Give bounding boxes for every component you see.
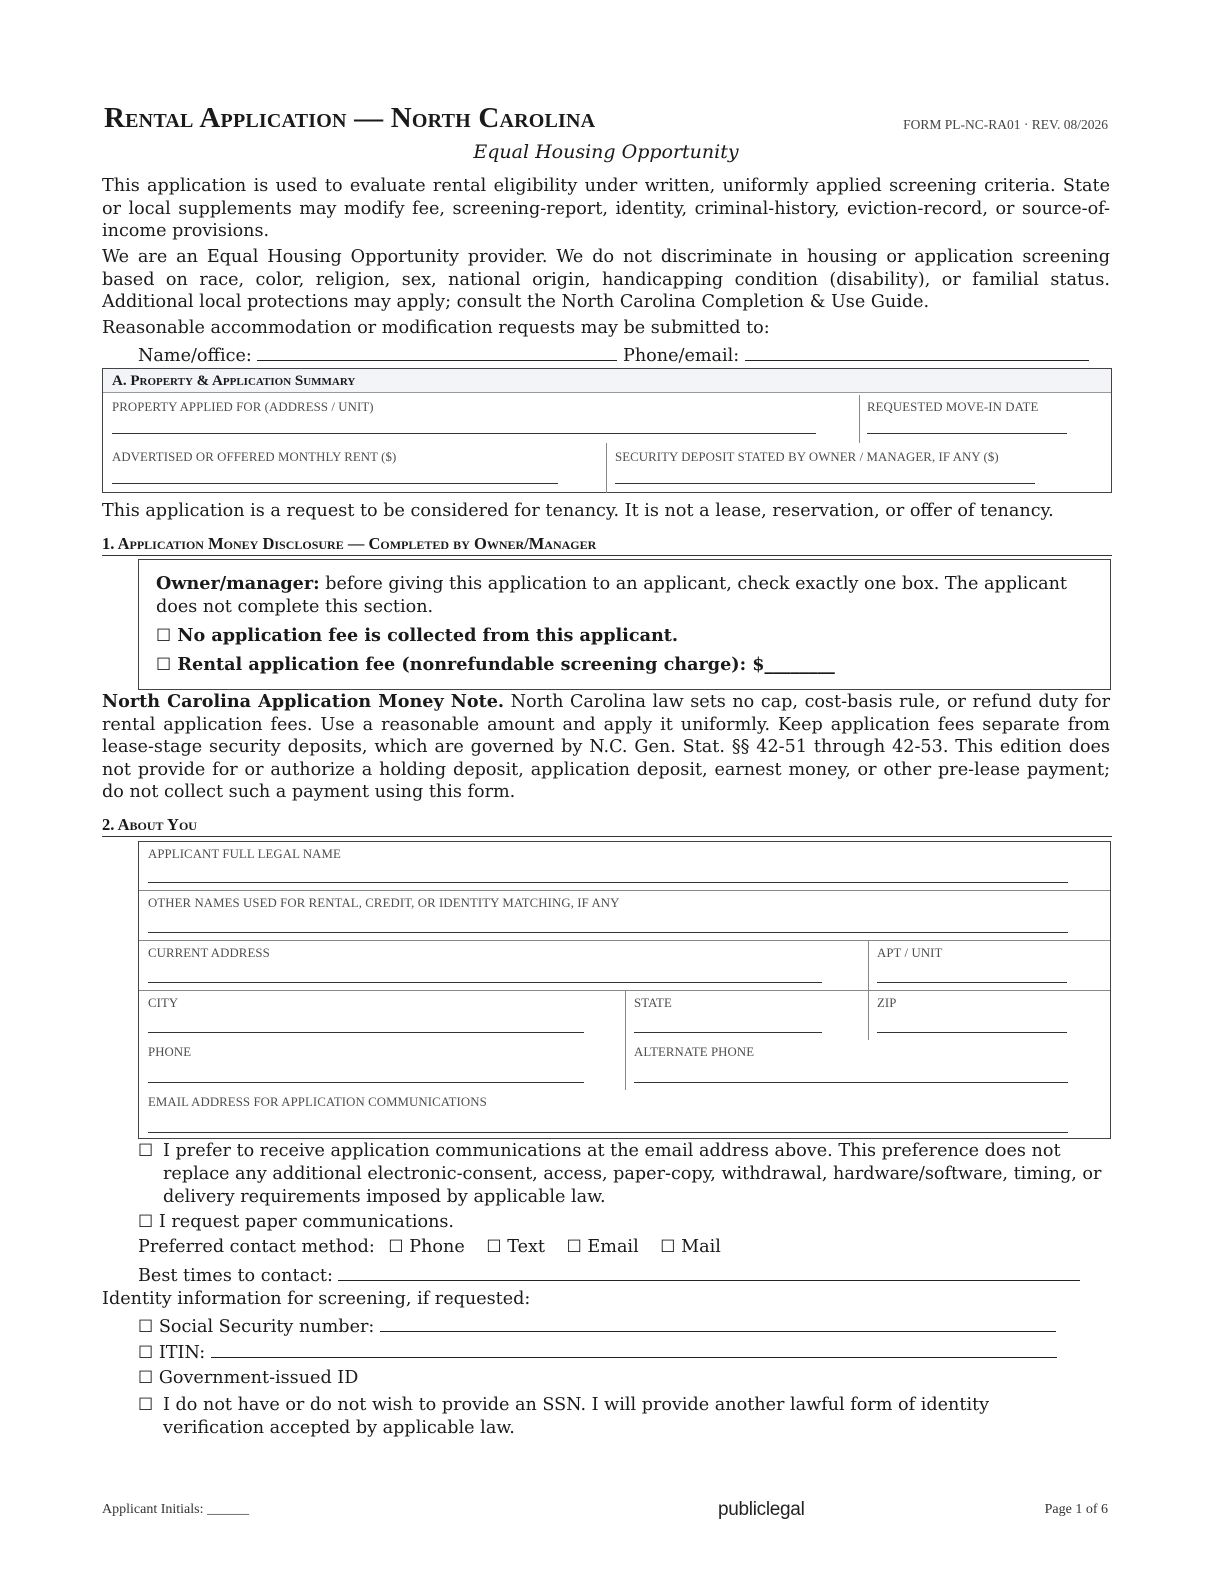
rent-label: ADVERTISED OR OFFERED MONTHLY RENT ($) <box>112 450 397 464</box>
gov-id-checkbox[interactable]: ☐ <box>138 1368 154 1388</box>
contact-phone-checkbox[interactable]: ☐ <box>388 1237 404 1257</box>
zip-field[interactable] <box>877 1032 1067 1033</box>
intro-paragraph-1: This application is used to evaluate rental eligibility under written, uniformly applied screening criteria. State or local supplements may modify fee, screening-report, identity, criminal-history, eviction-record, or source-of-income provisions. <box>102 176 1110 241</box>
itin-field[interactable] <box>211 1340 1057 1358</box>
contact-email-checkbox[interactable]: ☐ <box>566 1237 582 1257</box>
contact-text-checkbox[interactable]: ☐ <box>486 1237 502 1257</box>
owner-instructions <box>156 572 1093 619</box>
alt-phone-label: ALTERNATE PHONE <box>634 1045 755 1059</box>
no-fee-checkbox[interactable]: ☐ <box>156 626 172 646</box>
current-address-label: CURRENT ADDRESS <box>148 946 270 960</box>
itin-checkbox[interactable]: ☐ <box>138 1343 154 1363</box>
nc-money-note-title: North Carolina Application Money Note. <box>102 691 505 712</box>
property-summary-box <box>102 368 1112 493</box>
application-money-box <box>138 559 1111 690</box>
nc-money-note-text: North Carolina law sets no cap, cost-basis rule, or refund duty for rental application fees. Use a reasonable amount and apply it uniformly. Keep application fees separate from lease-stage security deposits, which are governed by N.C. Gen. Stat. §§ 42-51 through 42-53. This edition does not provide for or authorize a holding deposit, application deposit, earnest money, or other pre-lease payment; do not collect such a payment using this form. <box>102 692 1110 802</box>
current-address-field[interactable] <box>148 982 822 983</box>
fee-option <box>156 653 1093 677</box>
state-label: STATE <box>634 996 672 1010</box>
section-a-heading: A. Property & Application Summary <box>103 369 1111 393</box>
name-office-field[interactable] <box>257 343 617 361</box>
email-label: EMAIL ADDRESS FOR APPLICATION COMMUNICATIONS <box>148 1095 487 1109</box>
fee-checkbox[interactable]: ☐ <box>156 655 172 675</box>
not-lease-note: This application is a request to be considered for tenancy. It is not a lease, reservation, or offer of tenancy. <box>102 501 1054 521</box>
nc-money-note <box>102 691 1110 804</box>
email-preference-text: I prefer to receive application communications at the email address above. This preference does not replace any additional electronic-consent, access, paper-copy, withdrawal, hardware/software, timing, or delivery requirements imposed by applicable law. <box>163 1141 1102 1207</box>
applicant-initials: Applicant Initials: ______ <box>102 1502 249 1517</box>
paper-preference <box>138 1211 454 1233</box>
owner-instructions-label: Owner/manager: <box>156 573 320 594</box>
page-title: Rental Application — North Carolina <box>104 102 596 134</box>
section-1-heading: 1. Application Money Disclosure — Completed by Owner/Manager <box>102 534 1112 556</box>
intro-paragraph-2: We are an Equal Housing Opportunity provider. We do not discriminate in housing or application screening based on race, color, religion, sex, national origin, handicapping condition (disability), or familial status. Additional local protections may apply; consult the North Carolina Completion & Use Guide. <box>102 247 1110 312</box>
state-field[interactable] <box>634 1032 822 1033</box>
contact-method-row <box>138 1236 721 1258</box>
contact-method-label: Preferred contact method: <box>138 1237 375 1257</box>
other-names-label: OTHER NAMES USED FOR RENTAL, CREDIT, OR IDENTITY MATCHING, IF ANY <box>148 896 620 910</box>
gov-id-label: Government-issued ID <box>158 1368 359 1388</box>
itin-label: ITIN: <box>158 1343 206 1363</box>
divider <box>139 890 1110 891</box>
email-preference-checkbox[interactable]: ☐ <box>138 1141 154 1161</box>
publiclegal-logo: publiclegal <box>718 1499 805 1520</box>
ssn-label: Social Security number: <box>158 1317 375 1337</box>
property-field[interactable] <box>112 433 816 434</box>
apt-unit-field[interactable] <box>877 982 1067 983</box>
movein-field[interactable] <box>867 433 1067 434</box>
deposit-label: SECURITY DEPOSIT STATED BY OWNER / MANAGER, IF ANY ($) <box>615 450 999 464</box>
full-name-field[interactable] <box>148 882 1068 883</box>
gov-id-row <box>138 1367 358 1389</box>
phone-email-label: Phone/email: <box>623 346 740 366</box>
divider <box>139 940 1110 941</box>
no-ssn-label: I do not have or do not wish to provide an SSN. I will provide another lawful form of identity verification accepted by applicable law. <box>163 1395 990 1438</box>
phone-label: PHONE <box>148 1045 192 1059</box>
divider <box>625 990 626 1090</box>
full-name-label: APPLICANT FULL LEGAL NAME <box>148 847 341 861</box>
other-names-field[interactable] <box>148 932 1068 933</box>
email-preference <box>138 1140 1113 1209</box>
email-field[interactable] <box>148 1132 1068 1133</box>
accommodation-contact-row <box>138 343 1089 367</box>
movein-label: REQUESTED MOVE-IN DATE <box>867 400 1039 414</box>
contact-text-label: Text <box>507 1237 545 1257</box>
best-times-row <box>138 1263 1080 1287</box>
no-ssn-row <box>138 1394 1028 1440</box>
paper-preference-text: I request paper communications. <box>158 1212 455 1232</box>
phone-field[interactable] <box>148 1082 584 1083</box>
best-times-field[interactable] <box>338 1263 1080 1281</box>
divider <box>868 940 869 990</box>
rent-field[interactable] <box>112 483 558 484</box>
contact-email-label: Email <box>587 1237 639 1257</box>
fee-label: Rental application fee (nonrefundable screening charge): $________ <box>177 654 835 675</box>
no-fee-option <box>156 624 1093 648</box>
itin-row <box>138 1340 1057 1364</box>
contact-phone-label: Phone <box>409 1237 465 1257</box>
form-id: FORM PL-NC-RA01 · REV. 08/2026 <box>903 117 1108 132</box>
name-office-label: Name/office: <box>138 346 252 366</box>
contact-mail-checkbox[interactable]: ☐ <box>660 1237 676 1257</box>
owner-instructions-text: before giving this application to an applicant, check exactly one box. The applicant does not complete this section. <box>156 574 1067 617</box>
contact-mail-label: Mail <box>681 1237 721 1257</box>
ssn-row <box>138 1314 1056 1338</box>
page-number: Page 1 of 6 <box>1044 1502 1108 1517</box>
phone-email-field[interactable] <box>745 343 1089 361</box>
intro-paragraph-3: Reasonable accommodation or modification requests may be submitted to: <box>102 318 770 338</box>
page-subtitle: Equal Housing Opportunity <box>473 141 739 163</box>
apt-unit-label: APT / UNIT <box>877 946 943 960</box>
best-times-label: Best times to contact: <box>138 1266 333 1286</box>
ssn-checkbox[interactable]: ☐ <box>138 1317 154 1337</box>
divider <box>859 395 860 443</box>
no-fee-label: No application fee is collected from this applicant. <box>177 625 679 646</box>
property-label: PROPERTY APPLIED FOR (ADDRESS / UNIT) <box>112 400 374 414</box>
divider <box>868 990 869 1040</box>
paper-preference-checkbox[interactable]: ☐ <box>138 1212 154 1232</box>
identity-label: Identity information for screening, if requested: <box>102 1289 531 1309</box>
alt-phone-field[interactable] <box>634 1082 1068 1083</box>
ssn-field[interactable] <box>380 1314 1056 1332</box>
deposit-field[interactable] <box>615 483 1035 484</box>
about-you-box <box>138 841 1111 1139</box>
city-field[interactable] <box>148 1032 584 1033</box>
section-2-heading: 2. About You <box>102 815 1112 837</box>
no-ssn-checkbox[interactable]: ☐ <box>138 1395 154 1415</box>
divider <box>606 443 607 493</box>
zip-label: ZIP <box>877 996 897 1010</box>
city-label: CITY <box>148 996 179 1010</box>
